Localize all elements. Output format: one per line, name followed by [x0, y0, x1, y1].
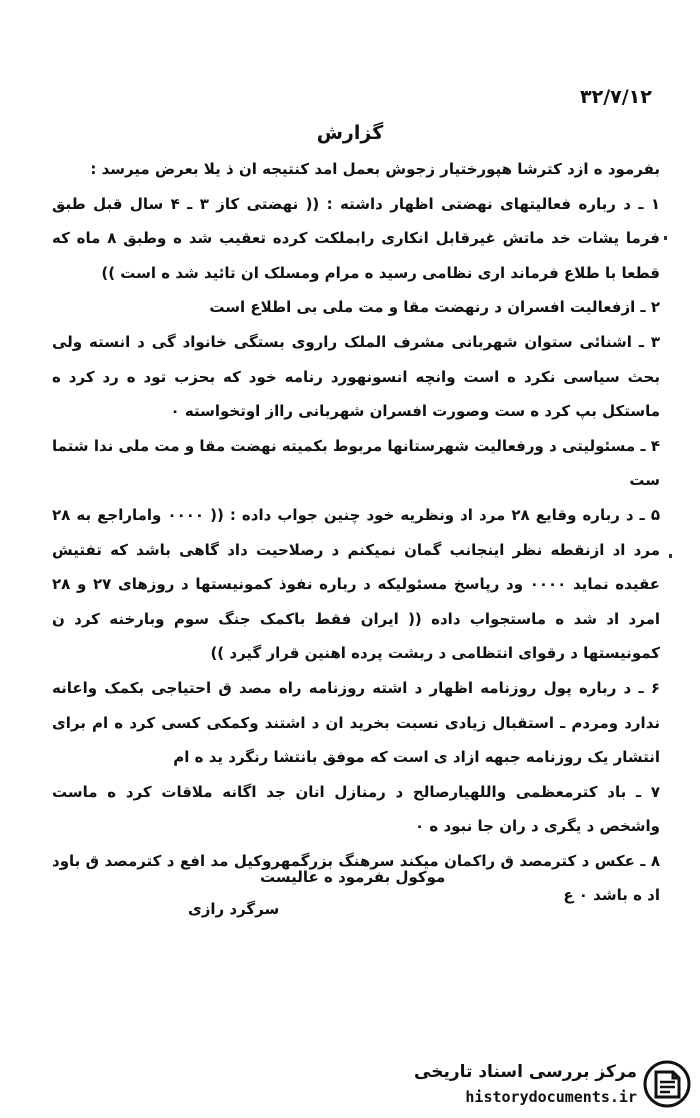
report-item-5: ۵ ـ د رباره وقایع ۲۸ مرد اد ونظریه خود چنین جواب داده : (( ۰۰۰۰ واماراجع به ۲۸ مرد اد ازنقطه نظر اینجانب گمان نمیکنم د رصلاحیت داد گاهی باشد که تفتیش عقیده نماید ۰۰۰۰ ود رپاسخ مسئولیکه د رباره نفوذ کمونیستها د روزهای ۲۷ و ۲۸ امرد اد شد ه ماستجواب داده (( ایران فقط باکمک جنگ سوم وبارخنه کرد ن کمونیستها د رقوای انتظامی د ربشت پرده اهنین قرار گیرد )): [52, 505, 660, 663]
watermark-url: historydocuments.ir: [465, 1088, 637, 1106]
watermark-name: مرکز بررسی اسناد تاریخی: [414, 1062, 637, 1082]
report-item-4: ۴ ـ مسئولیتی د ورفعالیت شهرستانها مربوط بکمیته نهضت مقا و مت ملی ندا شتما ست: [52, 436, 660, 490]
scan-speck: [669, 554, 672, 558]
document-body: [52, 152, 660, 913]
report-item-7: ۷ ـ باد کترمعظمی واللهیارصالح د رمنازل انان جد اگانه ملاقات کرد ه ماست واشخص د یگری د ران جا نبود ه ۰: [52, 782, 660, 836]
intro-paragraph: بفرمود ه ازد کترشا هپورختیار زجوش بعمل امد کنتیجه ان ذ یلا بعرض میرسد :: [90, 160, 660, 178]
report-item-8: ۸ ـ عکس د کترمصد ق راکمان میکند سرهنگ بزرگمهروکیل مد افع د کترمصد ق باود اد ه باشد ۰ ع: [52, 851, 660, 905]
report-item-6: ۶ ـ د رباره پول روزنامه اظهار د اشته روزنامه راه مصد ق احتیاجی بکمک واعانه ندارد ومردم ـ استقبال زیادی نسبت بخرید ان د اشتند وکمکی کسی کرد ه ام برای انتشار یک روزنامه جبهه ازاد ی است که موفق بانتشا رنگرد ید ه ام: [52, 678, 660, 767]
scan-speck: [664, 236, 667, 240]
closing-line: موکول بفرمود ه عالیست: [260, 868, 446, 886]
document-fold-icon: [643, 1060, 691, 1108]
watermark: [410, 1056, 695, 1112]
signature: سرگرد رازی: [188, 900, 280, 918]
report-item-1: ۱ ـ د رباره فعالیتهای نهضتی اظهار داشته : (( نهضتی کاز ۳ ـ ۴ سال قبل طبق فرما یشات خد ماتش غیرقابل انکاری رابملکت کرده تعقیب شد ه وطبق ۸ ماه که قطعا با طلاع فرماند اری نظامی رسید ه مرام ومسلک ان تائید شد ه است )): [52, 194, 661, 282]
document-date: ۳۲/۷/۱۲: [580, 86, 652, 108]
report-item-2: ۲ ـ ازفعالیت افسران د رنهضت مقا و مت ملی بی اطلاع است: [209, 298, 660, 317]
document-title: گزارش: [316, 122, 384, 144]
report-item-3: ۳ ـ اشنائی ستوان شهربانی مشرف الملک راروی بستگی خانواد گی د انسته ولی بحث سیاسی نکرد ه است وانچه انسونهورد رنامه خود که بحزب تود ه رد کرد ه ماستکل بپ کرد ه ست وصورت افسران شهربانی رااز اوتخواسته ۰: [52, 332, 660, 421]
